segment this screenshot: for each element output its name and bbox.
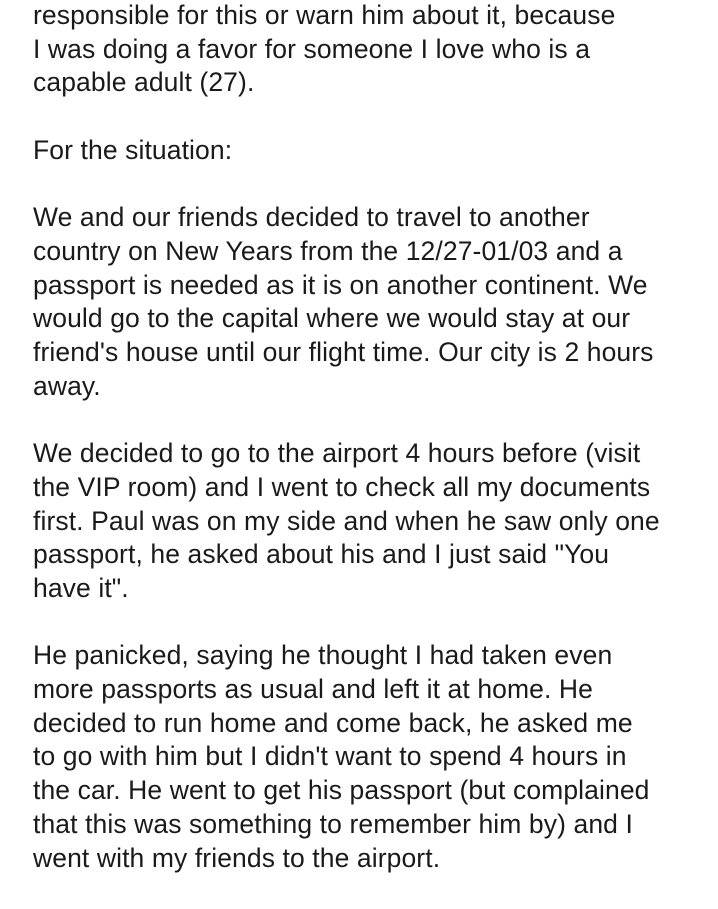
- text-line: capable adult (27).: [33, 67, 255, 98]
- text-line: I was doing a favor for someone I love who is a: [33, 33, 591, 64]
- text-line: went with my friends to the airport.: [33, 842, 441, 873]
- text-line: For the situation:: [33, 134, 233, 165]
- text-line: that this was something to remember him by) and I: [33, 808, 633, 839]
- text-line: more passports as usual and left it at home. He: [33, 674, 594, 704]
- paragraph-airport: [33, 437, 703, 606]
- text-line: passport is needed as it is on another continent. We: [33, 269, 648, 300]
- text-line: We decided to go to the airport 4 hours before (visit: [33, 438, 641, 469]
- text-line: We and our friends decided to travel to another: [33, 202, 590, 233]
- text-document: [33, 0, 703, 909]
- text-line: passport, he asked about his and I just said "You: [33, 539, 610, 570]
- text-line: away.: [33, 370, 101, 401]
- text-line: the car. He went to get his passport (but complained: [33, 775, 650, 806]
- text-line: responsible for this or warn him about it, because: [33, 0, 616, 30]
- text-line: first. Paul was on my side and when he saw only one: [33, 505, 660, 536]
- text-line: He panicked, saying he thought I had taken even: [33, 640, 613, 671]
- paragraph-travel-plan: [33, 201, 703, 403]
- paragraph-responsibility: [33, 0, 703, 100]
- text-line: have it".: [33, 572, 129, 603]
- paragraph-situation-heading: [33, 134, 703, 168]
- text-line: to go with him but I didn't want to spend 4 hours in: [33, 741, 627, 772]
- text-line: the VIP room) and I went to check all my documents: [33, 471, 651, 502]
- text-line: would go to the capital where we would stay at our: [33, 303, 631, 334]
- text-line: friend's house until our flight time. Our city is 2 hours: [33, 337, 654, 367]
- paragraph-panic: [33, 639, 703, 875]
- text-line: country on New Years from the 12/27-01/03 and a: [33, 235, 623, 266]
- text-line: decided to run home and come back, he asked me: [33, 707, 633, 738]
